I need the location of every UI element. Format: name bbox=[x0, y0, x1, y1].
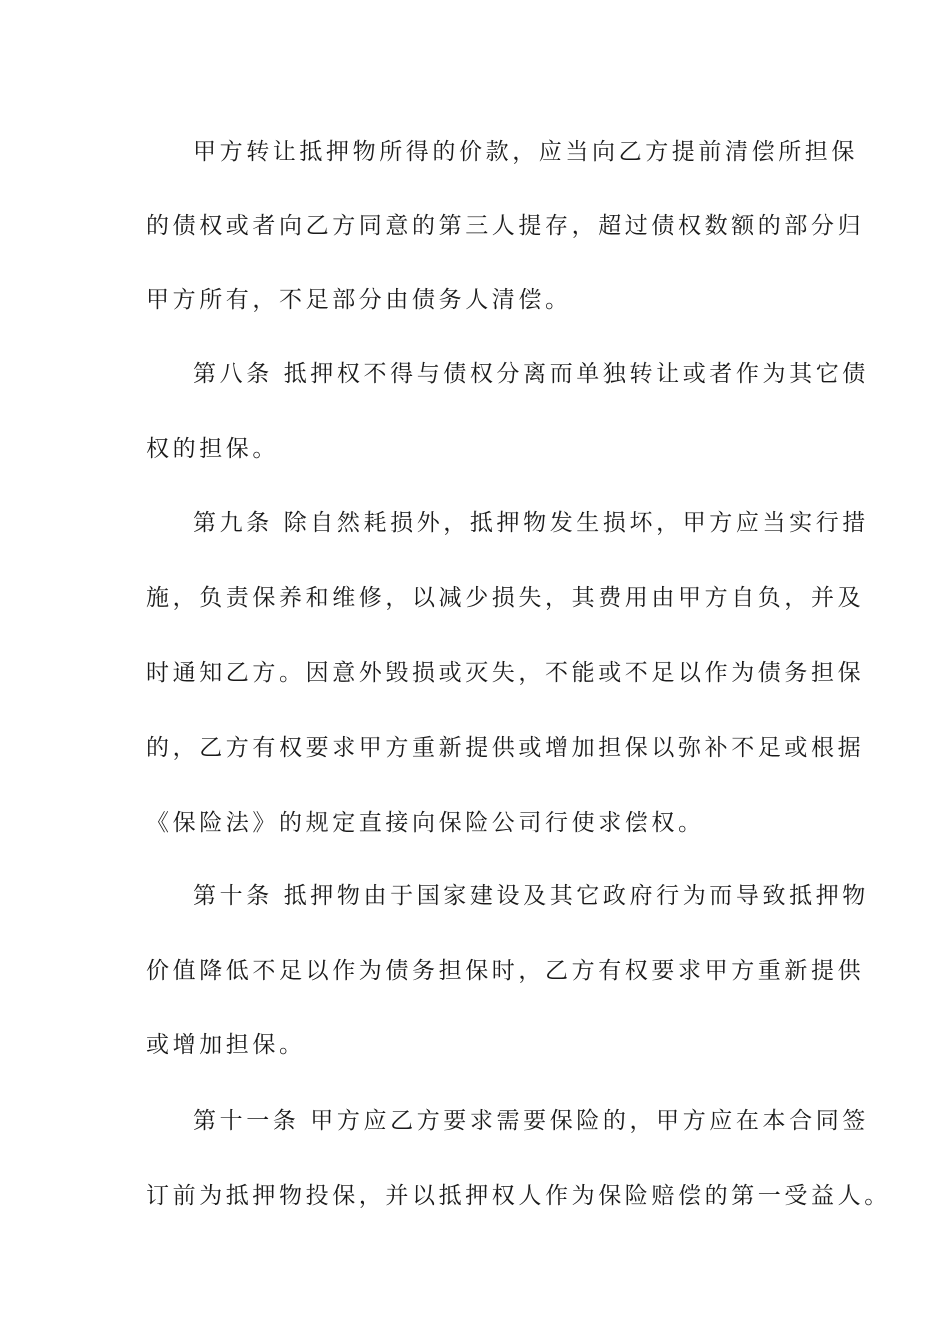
article-9-line-5: 《保险法》的规定直接向保险公司行使求偿权。 bbox=[146, 810, 705, 836]
article-8-line-1: 第八条 抵押权不得与债权分离而单独转让或者作为其它债 bbox=[193, 361, 869, 387]
paragraph-line-1: 甲方转让抵押物所得的价款，应当向乙方提前清偿所担保 bbox=[193, 139, 858, 165]
article-11-line-1: 第十一条 甲方应乙方要求需要保险的，甲方应在本合同签 bbox=[193, 1108, 869, 1134]
article-9-line-4: 的，乙方有权要求甲方重新提供或增加担保以弥补不足或根据 bbox=[146, 735, 865, 761]
paragraph-line-3: 甲方所有，不足部分由债务人清偿。 bbox=[146, 287, 572, 313]
article-9-line-3: 时通知乙方。因意外毁损或灭失，不能或不足以作为债务担保 bbox=[146, 660, 865, 686]
paragraph-line-2: 的债权或者向乙方同意的第三人提存，超过债权数额的部分归 bbox=[146, 213, 865, 239]
article-9-line-1: 第九条 除自然耗损外，抵押物发生损坏，甲方应当实行措 bbox=[193, 510, 869, 536]
article-11-line-2: 订前为抵押物投保，并以抵押权人作为保险赔偿的第一受益人。 bbox=[146, 1183, 891, 1209]
article-10-line-2: 价值降低不足以作为债务担保时，乙方有权要求甲方重新提供 bbox=[146, 958, 865, 984]
article-10-line-1: 第十条 抵押物由于国家建设及其它政府行为而导致抵押物 bbox=[193, 883, 869, 909]
article-10-line-3: 或增加担保。 bbox=[146, 1032, 306, 1058]
article-8-line-2: 权的担保。 bbox=[146, 436, 279, 462]
article-9-line-2: 施，负责保养和维修，以减少损失，其费用由甲方自负，并及 bbox=[146, 585, 865, 611]
